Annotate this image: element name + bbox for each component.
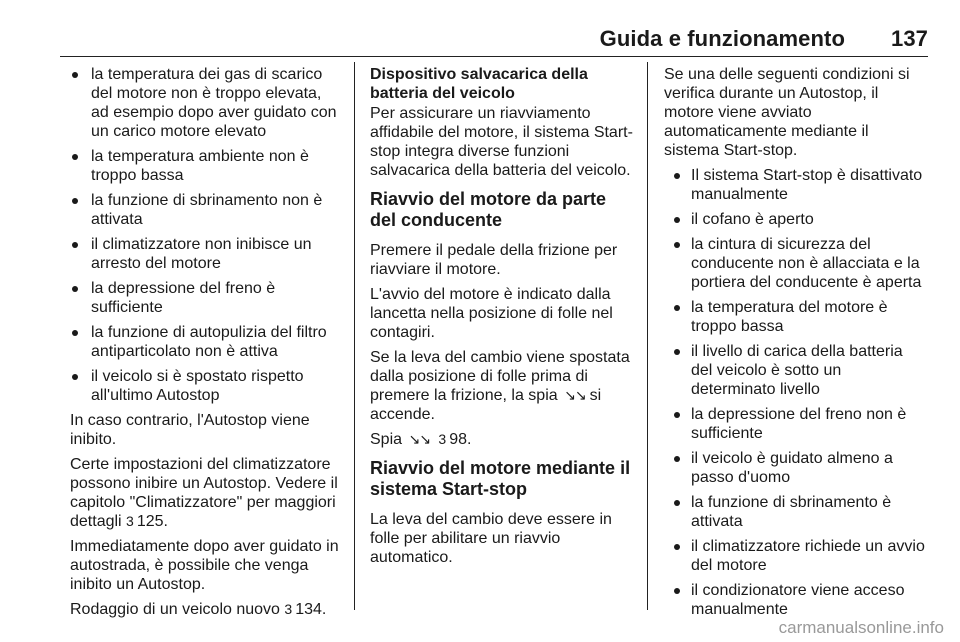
restart-conditions-list <box>664 166 928 619</box>
paragraph: Immediatamente dopo aver guidato in autostrada, è possibile che venga inibito un Autostop. <box>70 538 339 593</box>
list-item: il climatizzatore richiede un avvio del motore <box>664 537 928 575</box>
chapter-title: Guida e funzionamento <box>599 26 845 51</box>
list-item: il condizionatore viene acceso manualmente <box>664 581 928 619</box>
list-item: il climatizzatore non inibisce un arresto del motore <box>70 235 342 273</box>
list-item: il veicolo è guidato almeno a passo d'uomo <box>664 449 928 487</box>
paragraph: In caso contrario, l'Autostop viene inibito. <box>70 412 310 448</box>
battery-heading: Dispositivo salvacarica della batteria del veicolo <box>370 66 588 102</box>
shift-lamp-icon: ↘↘ <box>408 431 430 447</box>
watermark: carmanualsonline.info <box>778 618 944 637</box>
list-item: la temperatura dei gas di scarico del motore non è troppo elevata, ad esempio dopo aver guidato con un carico motore elevato <box>70 65 342 141</box>
column-divider-2 <box>647 62 648 610</box>
paragraph: Certe impostazioni del climatizzatore possono inibire un Autostop. Vedere il capitolo "Climatizzatore" per maggiori dettagli 3 125. <box>70 456 338 530</box>
paragraph: Spia ↘↘ 3 98. <box>370 431 472 448</box>
page-header <box>0 26 928 54</box>
list-item: Il sistema Start-stop è disattivato manualmente <box>664 166 928 204</box>
page-number: 137 <box>890 26 928 51</box>
page-ref-icon: 3 <box>126 513 134 529</box>
page-ref-icon: 3 <box>284 601 293 617</box>
header-rule <box>60 56 928 57</box>
column-divider-1 <box>354 62 355 610</box>
paragraph: La leva del cambio deve essere in folle per abilitare un riavvio automatico. <box>370 511 612 566</box>
list-item: la funzione di autopulizia del filtro antiparticolato non è attiva <box>70 323 342 361</box>
list-item: la cintura di sicurezza del conducente non è allacciata e la portiera del conducente è aperta <box>664 235 928 292</box>
paragraph: Rodaggio di un veicolo nuovo 3 134. <box>70 601 327 618</box>
section-heading: Riavvio del motore mediante il sistema Start-stop <box>370 458 631 499</box>
list-item: il veicolo si è spostato rispetto all'ultimo Autostop <box>70 367 342 405</box>
page-ref-link[interactable]: 98. <box>449 431 472 448</box>
list-item: la temperatura del motore è troppo bassa <box>664 298 928 336</box>
paragraph: Se una delle seguenti condizioni si verifica durante un Autostop, il motore viene avviato automaticamente mediante il sistema Start-stop. <box>664 66 910 159</box>
autostop-conditions-list <box>70 65 342 405</box>
column-1 <box>70 65 342 625</box>
list-item: la depressione del freno non è sufficiente <box>664 405 928 443</box>
shift-lamp-icon: ↘↘ <box>564 387 586 403</box>
list-item: la depressione del freno è sufficiente <box>70 279 342 317</box>
list-item: il cofano è aperto <box>664 210 928 229</box>
page-ref-icon: 3 <box>438 431 447 447</box>
list-item: la funzione di sbrinamento è attivata <box>664 493 928 531</box>
list-item: la temperatura ambiente non è troppo bassa <box>70 147 342 185</box>
list-item: il livello di carica della batteria del veicolo è sotto un determinato livello <box>664 342 928 399</box>
column-3 <box>664 65 928 625</box>
section-heading: Riavvio del motore da parte del conducente <box>370 189 607 230</box>
page-ref-link[interactable]: 134. <box>295 601 327 618</box>
paragraph: Premere il pedale della frizione per riavviare il motore. <box>370 242 618 278</box>
paragraph: L'avvio del motore è indicato dalla lancetta nella posizione di folle nel contagiri. <box>370 286 613 341</box>
paragraph: Per assicurare un riavviamento affidabile del motore, il sistema Start-stop integra diverse funzioni salvacarica della batteria del veicolo. <box>370 105 633 179</box>
paragraph: Se la leva del cambio viene spostata dalla posizione di folle prima di premere la frizione, la spia ↘↘ si accende. <box>370 349 630 423</box>
list-item: la funzione di sbrinamento non è attivata <box>70 191 342 229</box>
column-2 <box>370 65 633 573</box>
page-ref-link[interactable]: 125. <box>136 513 168 530</box>
